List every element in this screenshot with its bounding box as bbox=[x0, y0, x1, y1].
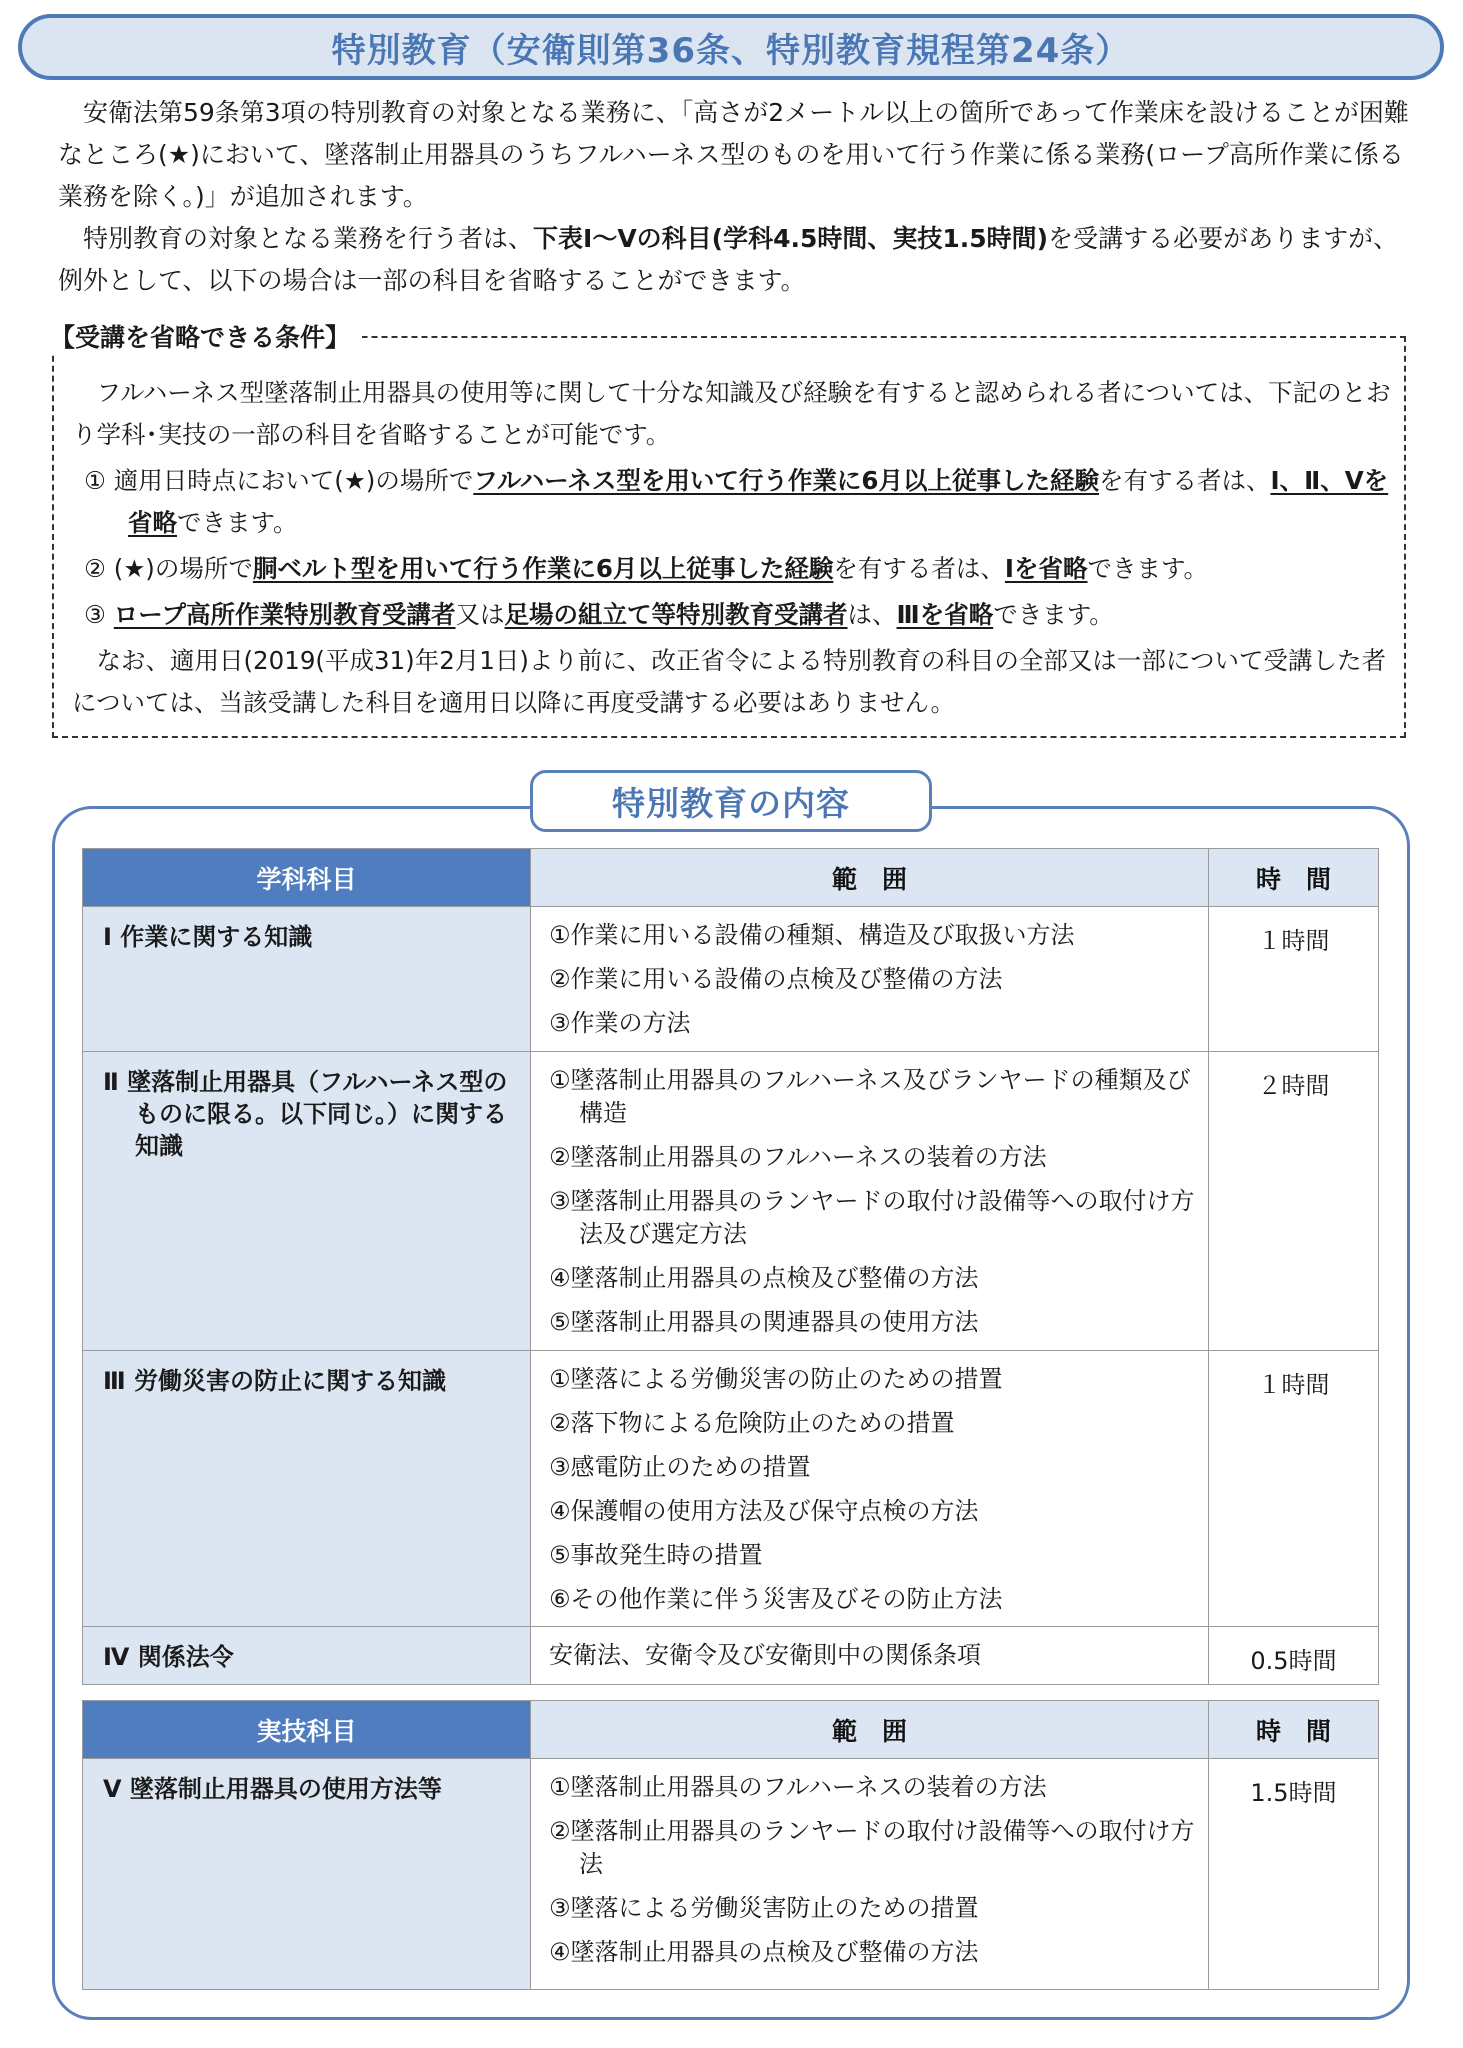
hours-cell: 0.5時間 bbox=[1209, 1627, 1379, 1685]
scope-item: ①墜落制止用器具のフルハーネス及びランヤードの種類及び構造 bbox=[549, 1066, 1191, 1127]
scope-item: ③墜落制止用器具のランヤードの取付け設備等への取付け方法及び選定方法 bbox=[549, 1187, 1195, 1248]
section-title: 特別教育の内容 bbox=[612, 783, 850, 823]
scope-item: ②墜落制止用器具のランヤードの取付け設備等への取付け方法 bbox=[549, 1817, 1195, 1878]
scope-item: ③墜落による労働災害防止のための措置 bbox=[549, 1894, 979, 1922]
scope-item: ②作業に用いる設備の点検及び整備の方法 bbox=[549, 965, 1003, 993]
header-scope: 範 囲 bbox=[531, 849, 1209, 907]
practical-subjects-table bbox=[82, 1700, 1379, 1990]
scope-cell bbox=[531, 907, 1209, 1052]
section-title-tab bbox=[530, 770, 932, 832]
title-banner bbox=[18, 14, 1444, 80]
conditions-lead: フルハーネス型墜落制止用器具の使用等に関して十分な知識及び経験を有すると認められる者については、下記のとおり学科･実技の一部の科目を省略することが可能です。 bbox=[72, 378, 1391, 449]
table-row bbox=[83, 1052, 1379, 1351]
table-header-row bbox=[83, 849, 1379, 907]
intro-p2-part: を受講する必要がありますが、例外として、以下の場合は一部の科目を省略することができます。 bbox=[58, 224, 1399, 295]
intro-paragraph-1: 安衛法第59条第3項の特別教育の対象となる業務に、「高さが2メートル以上の箇所であって作業床を設けることが困難なところ(★)において、墜落制止用器具のうちフルハーネス型のものを用いて行う作業に係る業務(ロープ高所作業に係る業務を除く。)」が追加されます。 bbox=[58, 98, 1409, 211]
hours-cell: ２時間 bbox=[1209, 1052, 1379, 1351]
page-title: 特別教育（安衛則第36条、特別教育規程第24条） bbox=[331, 30, 1131, 71]
intro-text bbox=[58, 92, 1418, 302]
scope-item: ②墜落制止用器具のフルハーネスの装着の方法 bbox=[549, 1143, 1047, 1171]
scope-item: ③作業の方法 bbox=[549, 1009, 691, 1037]
header-subject: 実技科目 bbox=[83, 1701, 531, 1759]
subject-cell bbox=[83, 1627, 531, 1685]
scope-item: ②落下物による危険防止のための措置 bbox=[549, 1409, 955, 1437]
hours-cell: 1.5時間 bbox=[1209, 1759, 1379, 1990]
item-underlined: フルハーネス型を用いて行う作業に6月以上従事した経験 bbox=[473, 466, 1099, 495]
scope-item: ①墜落による労働災害の防止のための措置 bbox=[549, 1365, 1003, 1393]
scope-item: ⑥その他作業に伴う災害及びその防止方法 bbox=[549, 1585, 1003, 1613]
subject-name: Ⅲ 労働災害の防止に関する知識 bbox=[103, 1367, 447, 1395]
item-number: ② bbox=[84, 554, 106, 583]
scope-cell bbox=[531, 1627, 1209, 1685]
item-underlined: ロープ高所作業特別教育受講者 bbox=[113, 600, 456, 629]
scope-cell bbox=[531, 1052, 1209, 1351]
item-text: できます。 bbox=[177, 508, 298, 537]
conditions-body bbox=[72, 372, 1392, 724]
condition-item-1 bbox=[72, 460, 1392, 544]
hours-cell: １時間 bbox=[1209, 907, 1379, 1052]
header-hours: 時 間 bbox=[1209, 1701, 1379, 1759]
table-row bbox=[83, 1351, 1379, 1627]
item-underlined: Ⅰを省略 bbox=[1004, 554, 1088, 583]
scope-cell bbox=[531, 1759, 1209, 1990]
hours-cell: １時間 bbox=[1209, 1351, 1379, 1627]
subject-cell bbox=[83, 907, 531, 1052]
intro-p2-part: 特別教育の対象となる業務を行う者は、 bbox=[83, 224, 534, 253]
table-header-row bbox=[83, 1701, 1379, 1759]
scope-item: 安衛法、安衛令及び安衛則中の関係条項 bbox=[549, 1641, 981, 1669]
item-text: (★)の場所で bbox=[105, 554, 253, 583]
scope-item: ④墜落制止用器具の点検及び整備の方法 bbox=[549, 1264, 979, 1292]
scope-cell bbox=[531, 1351, 1209, 1627]
table-row bbox=[83, 907, 1379, 1052]
item-underlined: Ⅲを省略 bbox=[896, 600, 994, 629]
scope-item: ⑤墜落制止用器具の関連器具の使用方法 bbox=[549, 1308, 979, 1336]
subject-cell bbox=[83, 1052, 531, 1351]
item-number: ① bbox=[84, 466, 106, 495]
condition-item-2 bbox=[72, 548, 1392, 590]
item-text: できます。 bbox=[993, 600, 1114, 629]
scope-item: ③感電防止のための措置 bbox=[549, 1453, 811, 1481]
item-text: 適用日時点において(★)の場所で bbox=[105, 466, 474, 495]
subject-name: Ⅳ 関係法令 bbox=[103, 1643, 234, 1671]
subject-cell bbox=[83, 1759, 531, 1990]
item-number: ③ bbox=[84, 600, 106, 629]
table-row bbox=[83, 1627, 1379, 1685]
item-text: を有する者は、 bbox=[833, 554, 1005, 583]
subject-name: Ⅱ 墜落制止用器具（フルハーネス型のものに限る。以下同じ。）に関する知識 bbox=[103, 1068, 508, 1160]
scope-item: ⑤事故発生時の措置 bbox=[549, 1541, 763, 1569]
condition-item-3 bbox=[72, 594, 1392, 636]
table-row bbox=[83, 1759, 1379, 1990]
item-underlined: Ⅰ、Ⅱ、Ⅴを省略 bbox=[128, 466, 1389, 537]
subject-name: Ⅰ 作業に関する知識 bbox=[103, 923, 313, 951]
scope-item: ④墜落制止用器具の点検及び整備の方法 bbox=[549, 1938, 979, 1966]
conditions-note: なお、適用日(2019(平成31)年2月1日)より前に、改正省令による特別教育の科目の全部又は一部について受講した者については、当該受講した科目を適用日以降に再度受講する必要はありません。 bbox=[72, 646, 1386, 717]
scope-item: ④保護帽の使用方法及び保守点検の方法 bbox=[549, 1497, 979, 1525]
intro-p2-bold: 下表Ⅰ～Ⅴの科目(学科4.5時間、実技1.5時間) bbox=[533, 224, 1049, 253]
item-text: 又は bbox=[455, 600, 505, 629]
item-underlined: 足場の組立て等特別教育受講者 bbox=[504, 600, 848, 629]
item-text: できます。 bbox=[1087, 554, 1209, 583]
subject-name: Ⅴ 墜落制止用器具の使用方法等 bbox=[103, 1775, 442, 1803]
scope-item: ①墜落制止用器具のフルハーネスの装着の方法 bbox=[549, 1773, 1047, 1801]
item-text bbox=[106, 600, 114, 629]
subject-cell bbox=[83, 1351, 531, 1627]
item-text: は、 bbox=[847, 600, 897, 629]
conditions-heading: 【受講を省略できる条件】 bbox=[50, 318, 362, 354]
scope-item: ①作業に用いる設備の種類、構造及び取扱い方法 bbox=[549, 921, 1075, 949]
academic-subjects-table bbox=[82, 848, 1379, 1685]
intro-paragraph-2 bbox=[58, 218, 1418, 302]
header-hours: 時 間 bbox=[1209, 849, 1379, 907]
item-text: を有する者は、 bbox=[1098, 466, 1271, 495]
header-subject: 学科科目 bbox=[83, 849, 531, 907]
item-underlined: 胴ベルト型を用いて行う作業に6月以上従事した経験 bbox=[252, 554, 834, 583]
header-scope: 範 囲 bbox=[531, 1701, 1209, 1759]
